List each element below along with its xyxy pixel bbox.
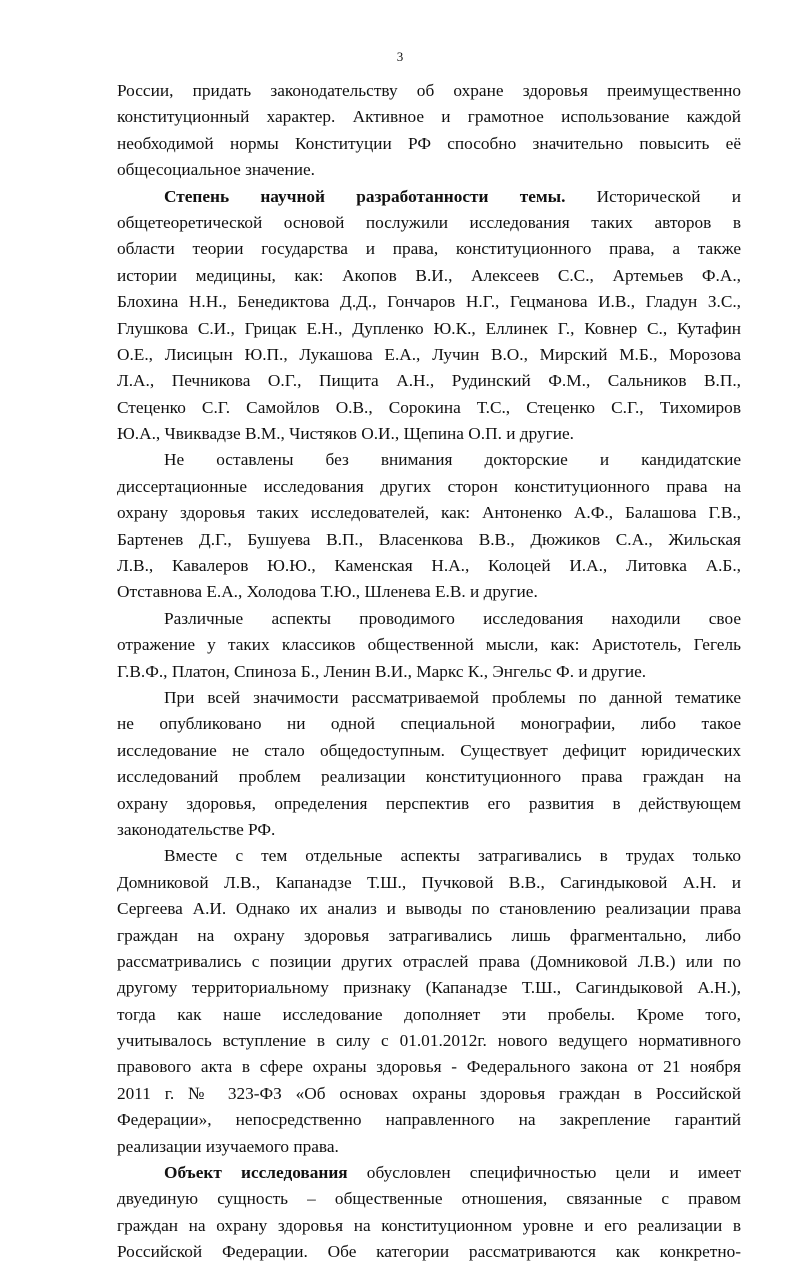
text-run: граждан на охрану здоровья затрагивались лишь фрагментально, либо [117, 925, 741, 945]
text-run: обусловлен специфичностью цели и имеет [347, 1163, 741, 1183]
text-run: Различные аспекты проводимого исследования находили свое [164, 608, 741, 628]
text-run: Ю.А., Чвиквадзе В.М., Чистяков О.И., Щепина О.П. и другие. [117, 424, 574, 444]
text-run: Домниковой Л.В., Капанадзе Т.Ш., Пучковой В.В., Сагиндыковой А.Н. и [117, 872, 741, 892]
text-line [117, 289, 741, 315]
text-line [117, 1134, 741, 1160]
text-line [117, 1239, 741, 1265]
body-text [117, 78, 741, 1266]
text-line [117, 131, 741, 157]
text-line [117, 1186, 741, 1212]
text-line [117, 632, 741, 658]
text-line [117, 553, 741, 579]
text-line [117, 896, 741, 922]
text-run: Стеценко С.Г. Самойлов О.В., Сорокина Т.С., Стеценко С.Г., Тихомиров [117, 397, 741, 417]
text-line [117, 923, 741, 949]
text-run: истории медицины, как: Акопов В.И., Алексеев С.С., Артемьев Ф.А., [117, 265, 741, 285]
text-line [117, 817, 741, 843]
bold-text-run: Степень научной разработанности темы. [164, 186, 566, 206]
text-line [117, 527, 741, 553]
text-run: Г.В.Ф., Платон, Спиноза Б., Ленин В.И., Маркс К., Энгельс Ф. и другие. [117, 661, 647, 681]
text-run: области теории государства и права, конституционного права, а также [117, 239, 741, 259]
text-run: Л.А., Печникова О.Г., Пищита А.Н., Рудинский Ф.М., Сальников В.П., [117, 371, 741, 391]
text-run: России, придать законодательству об охране здоровья преимущественно [117, 81, 741, 100]
text-run: общетеоретической основой послужили исследования таких авторов в [117, 212, 741, 232]
text-run: Блохина Н.Н., Бенедиктова Д.Д., Гончаров Н.Г., Гецманова И.В., Гладун З.С., [117, 292, 741, 312]
text-line [117, 1028, 741, 1054]
text-line [117, 104, 741, 130]
text-line [117, 236, 741, 262]
text-run: необходимой нормы Конституции РФ способно значительно повысить её [117, 133, 741, 153]
text-run: законодательстве РФ. [117, 819, 276, 839]
text-line [117, 764, 741, 790]
text-run: рассматривались с позиции других отраслей права (Домниковой Л.В.) или по [117, 951, 741, 971]
text-run: тогда как наше исследование дополняет эти пробелы. Кроме того, [117, 1004, 741, 1024]
text-run: другому территориальному признаку (Капанадзе Т.Ш., Сагиндыковой А.Н.), [117, 978, 741, 998]
text-run: Российской Федерации. Обе категории рассматриваются как конкретно- [117, 1242, 741, 1262]
text-run: При всей значимости рассматриваемой проблемы по данной тематике [164, 687, 741, 707]
text-run: двуединую сущность – общественные отношения, связанные с правом [117, 1189, 741, 1209]
text-run: конституционный характер. Активное и грамотное использование каждой [117, 107, 741, 127]
text-line [117, 1107, 741, 1133]
text-run: Сергеева А.И. Однако их анализ и выводы по становлению реализации права [117, 899, 741, 919]
text-run: охрану здоровья, определения перспектив его развития в действующем [117, 793, 741, 813]
text-line [117, 157, 741, 183]
text-run: реализации изучаемого права. [117, 1136, 339, 1156]
text-line [117, 474, 741, 500]
text-line [117, 395, 741, 421]
text-run: отражение у таких классиков общественной мысли, как: Аристотель, Гегель [117, 635, 741, 655]
text-run: Глушкова С.И., Грицак Е.Н., Дупленко Ю.К., Еллинек Г., Ковнер С., Кутафин [117, 318, 741, 338]
text-run: охрану здоровья таких исследователей, как: Антоненко А.Ф., Балашова Г.В., [117, 503, 741, 523]
text-line [117, 263, 741, 289]
text-line [117, 659, 741, 685]
text-run: Вместе с тем отдельные аспекты затрагивались в трудах только [164, 846, 741, 866]
text-line [117, 843, 741, 869]
text-line [117, 447, 741, 473]
text-line [117, 500, 741, 526]
text-line [117, 1213, 741, 1239]
text-run: учитывалось вступление в силу с 01.01.2012г. нового ведущего нормативного [117, 1031, 741, 1051]
text-line [117, 1002, 741, 1028]
text-line [117, 791, 741, 817]
text-line [117, 579, 741, 605]
text-run: Л.В., Кавалеров Ю.Ю., Каменская Н.А., Колоцей И.А., Литовка А.Б., [117, 556, 741, 576]
text-line [117, 1160, 741, 1186]
text-run: 2011 г. № 323-ФЗ «Об основах охраны здоровья граждан в Российской [117, 1083, 741, 1103]
text-run: правового акта в сфере охраны здоровья - Федерального закона от 21 ноября [117, 1057, 741, 1077]
text-run: Исторической и [565, 186, 741, 206]
text-line [117, 316, 741, 342]
text-line [117, 949, 741, 975]
text-line [117, 78, 741, 104]
text-line [117, 975, 741, 1001]
text-line [117, 606, 741, 632]
bold-text-run: Объект исследования [164, 1163, 348, 1183]
text-line [117, 685, 741, 711]
text-run: граждан на охрану здоровья на конституционном уровне и его реализации в [117, 1215, 741, 1235]
text-line [117, 421, 741, 447]
page-number: 3 [396, 49, 404, 64]
text-run: не опубликовано ни одной специальной монографии, либо такое [117, 714, 741, 734]
text-run: исследований проблем реализации конституционного права граждан на [117, 767, 741, 787]
text-run: Отставнова Е.А., Холодова Т.Ю., Шленева Е.В. и другие. [117, 582, 538, 602]
text-run: Федерации», непосредственно направленного на закрепление гарантий [117, 1110, 741, 1130]
text-line [117, 711, 741, 737]
text-line [117, 870, 741, 896]
text-run: общесоциальное значение. [117, 160, 315, 180]
text-line [117, 342, 741, 368]
text-line [117, 1081, 741, 1107]
text-line [117, 368, 741, 394]
text-run: Бартенев Д.Г., Бушуева В.П., Власенкова В.В., Дюжиков С.А., Жильская [117, 529, 741, 549]
text-line [117, 184, 741, 210]
text-line [117, 1054, 741, 1080]
text-line [117, 210, 741, 236]
text-run: О.Е., Лисицын Ю.П., Лукашова Е.А., Лучин В.О., Мирский М.Б., Морозова [117, 344, 741, 364]
text-line [117, 738, 741, 764]
text-run: диссертационные исследования других сторон конституционного права на [117, 476, 741, 496]
text-run: исследование не стало общедоступным. Существует дефицит юридических [117, 740, 741, 760]
text-run: Не оставлены без внимания докторские и кандидатские [164, 450, 741, 470]
